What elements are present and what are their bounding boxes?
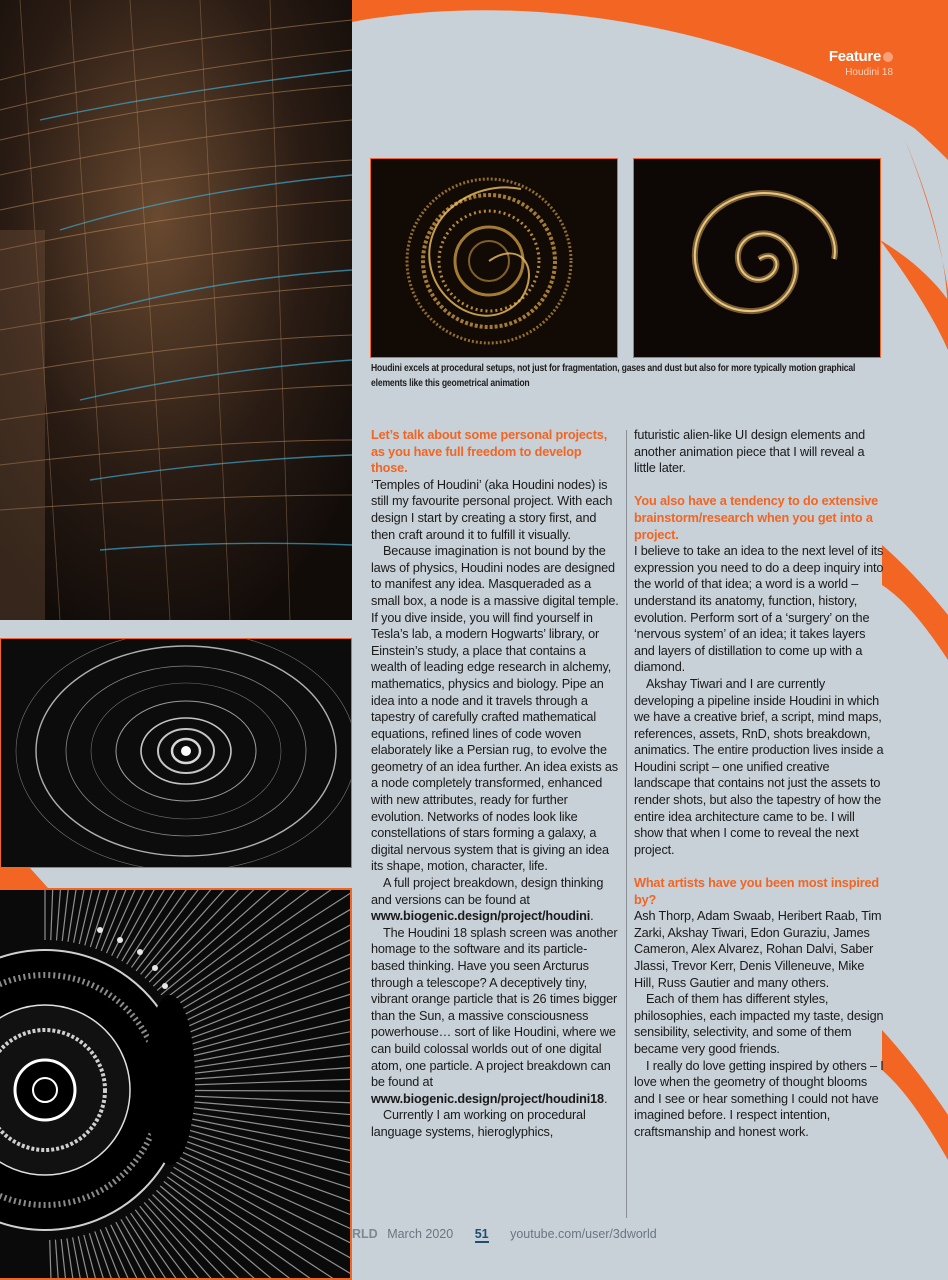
body-paragraph: Currently I am working on procedural language systems, hieroglyphics,: [371, 1108, 586, 1139]
body-paragraph: [371, 925, 620, 1108]
footer-url[interactable]: youtube.com/user/3dworld: [510, 1227, 657, 1241]
interview-question: What artists have you been most inspired by?: [634, 876, 879, 907]
column-divider: [626, 430, 627, 1218]
body-paragraph: Each of them has different styles, philosophies, each impacted my taste, design sensibility, selectivity, and some of them became very good friends.: [634, 992, 884, 1056]
body-paragraph: ‘Temples of Houdini’ (aka Houdini nodes) is still my favourite personal project. With each design I start by creating a story first, and then craft around it to fulfill it visually.: [371, 477, 613, 542]
radial-fan-render: [0, 888, 352, 1280]
issue-date: March 2020: [387, 1227, 454, 1241]
image-caption: Houdini excels at procedural setups, not just for fragmentation, gases and dust but also for more typically motion graphical elements like this geometrical animation: [371, 363, 856, 389]
paragraph-gap: [634, 858, 884, 875]
golden-spiral-render-2: [633, 158, 881, 358]
section-tag: [829, 48, 893, 78]
paragraph-text: A full project breakdown, design thinking and versions can be found at: [371, 876, 604, 907]
houdini-temple-render: [0, 0, 352, 620]
dot-icon: [883, 52, 893, 62]
magazine-name: RLD: [352, 1227, 378, 1241]
paragraph-text: .: [603, 1091, 608, 1106]
paragraph-gap: [634, 477, 884, 494]
body-paragraph: I believe to take an idea to the next level of its expression you need to do a deep inquiry into the world of that idea; a word is a world – understand its anatomy, function, history, evolution. Perform sort of a ‘surgery’ on the ‘nervous system’ of an idea; it takes layers and layers of distillation to come up with a diamond.: [634, 544, 884, 675]
project-link[interactable]: www.biogenic.design/project/houdini: [371, 909, 591, 924]
section-subtitle: Houdini 18: [845, 67, 893, 78]
body-paragraph: Because imagination is not bound by the laws of physics, Houdini nodes are designed to manifest any idea. Masqueraded as a small box, a node is a massive digital temple. If you dive inside, you will find yourself in Tesla’s lab, a modern Hogwarts’ library, or Einstein’s study, a place that contains a wealth of leading edge research in alchemy, mathematics, physics and biology. Pipe an idea into a node and it travels through a tapestry of carefully crafted mathematical equations, refined lines of code woven elaborately like a Persian rug, to evolve the geometry of an idea further. An idea exists as a node completely transformed, enhanced with new attributes, ready for further evolution. Networks of nodes look like constellations of stars forming a galaxy, a digital nervous system that is giving an idea its shape, motion, character, life.: [371, 544, 619, 874]
article-column-left: [371, 427, 620, 1141]
body-paragraph: [371, 875, 620, 925]
article-column-right: [634, 427, 884, 1141]
body-paragraph: Akshay Tiwari and I are currently developing a pipeline inside Houdini in which we have a creative brief, a script, mind maps, references, assets, RnD, shots breakdown, animatics. The entire production lives inside a Houdini script – one unified creative landscape that contains not just the assets to render shots, but also the tapestry of how the entire idea architecture came to be. I will show that when I come to reveal the next project.: [634, 676, 884, 857]
page-footer: [352, 1227, 657, 1245]
interview-question: You also have a tendency to do extensive brainstorm/research when you get into a project.: [634, 494, 879, 542]
page-number: 51: [474, 1227, 489, 1241]
paragraph-text: The Houdini 18 splash screen was another homage to the software and its particle-based thinking. Have you seen Arcturus through a telescope? A deceptively tiny, vibrant orange particle that is 26 times bigger than the Sun, a massive consciousness powerhouse… sort of like Houdini, where we can build colossal worlds out of one digital atom, one particle. A project breakdown can be found at: [371, 925, 618, 1090]
body-paragraph: I really do love getting inspired by others – I love when the geometry of thought blooms and I see or hear something I could not have imagined before. I respect intention, craftsmanship and honest work.: [634, 1058, 884, 1139]
section-title: Feature: [828, 48, 881, 65]
project-link[interactable]: www.biogenic.design/project/houdini18: [371, 1091, 604, 1106]
body-paragraph: Ash Thorp, Adam Swaab, Heribert Raab, Tim Zarki, Akshay Tiwari, Edon Guraziu, James Cameron, Alex Alvarez, Rohan Dalvi, Saber Jlassi, Trevor Kerr, Denis Villeneuve, Mike Hill, Russ Gautier and many others.: [634, 909, 882, 990]
golden-spiral-render-1: [370, 158, 618, 358]
interview-question: Let’s talk about some personal projects, as you have full freedom to develop those.: [371, 428, 608, 476]
body-paragraph: futuristic alien-like UI design elements and another animation piece that I will reveal a little later.: [634, 428, 866, 476]
paragraph-text: .: [590, 909, 594, 924]
concentric-rings-render: [0, 638, 352, 868]
